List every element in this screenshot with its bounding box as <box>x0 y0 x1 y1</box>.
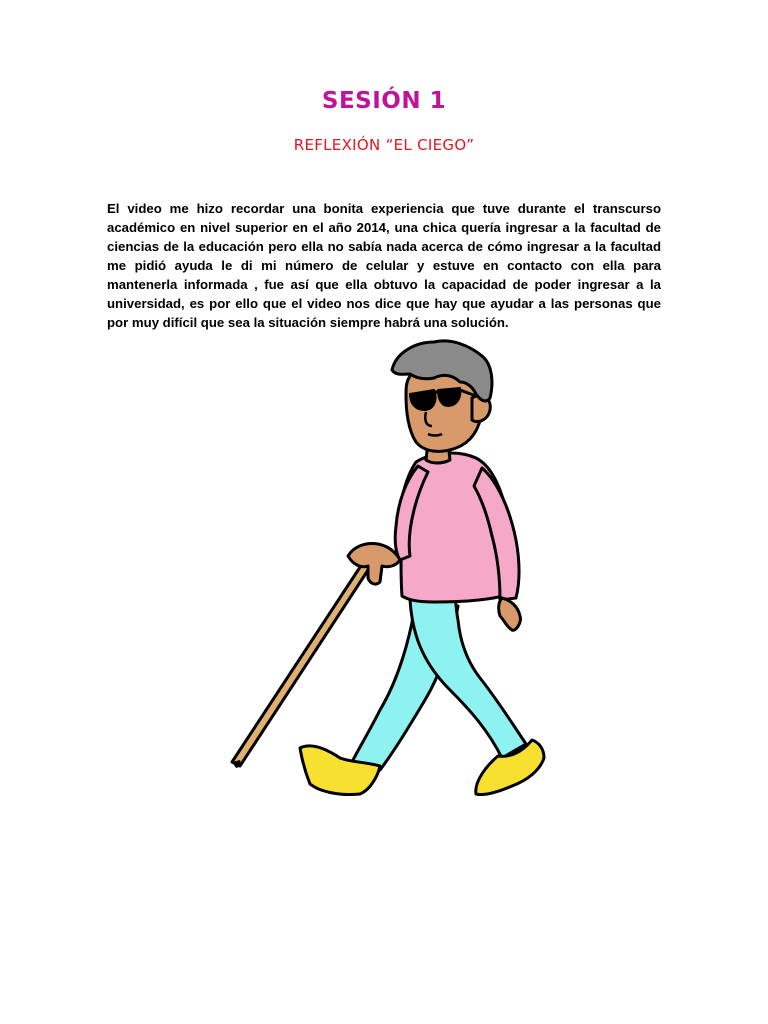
reflection-paragraph: El video me hizo recordar una bonita experiencia que tuve durante el transcurso académico en nivel superior en el año 2014, una chica quería ingresar a la facultad de ciencias de la educación pero ella no sabía nada acerca de cómo ingresar a la facultad me pidió ayuda le di mi número de celular y estuve en contacto con ella para mantenerla informada , fue así que ella obtuvo la capacidad de poder ingresar a la universidad, es por ello que el video nos dice que hay que ayudar a las personas que por muy difícil que sea la situación siempre habrá una solución. <box>107 201 661 330</box>
cane-shape <box>232 558 372 766</box>
blind-man-walking-with-cane-icon <box>220 330 560 820</box>
page-subtitle: REFLEXIÓN “EL CIEGO” <box>293 136 475 154</box>
page-title: SESIÓN 1 <box>321 88 447 114</box>
back-hand-shape <box>499 598 521 630</box>
